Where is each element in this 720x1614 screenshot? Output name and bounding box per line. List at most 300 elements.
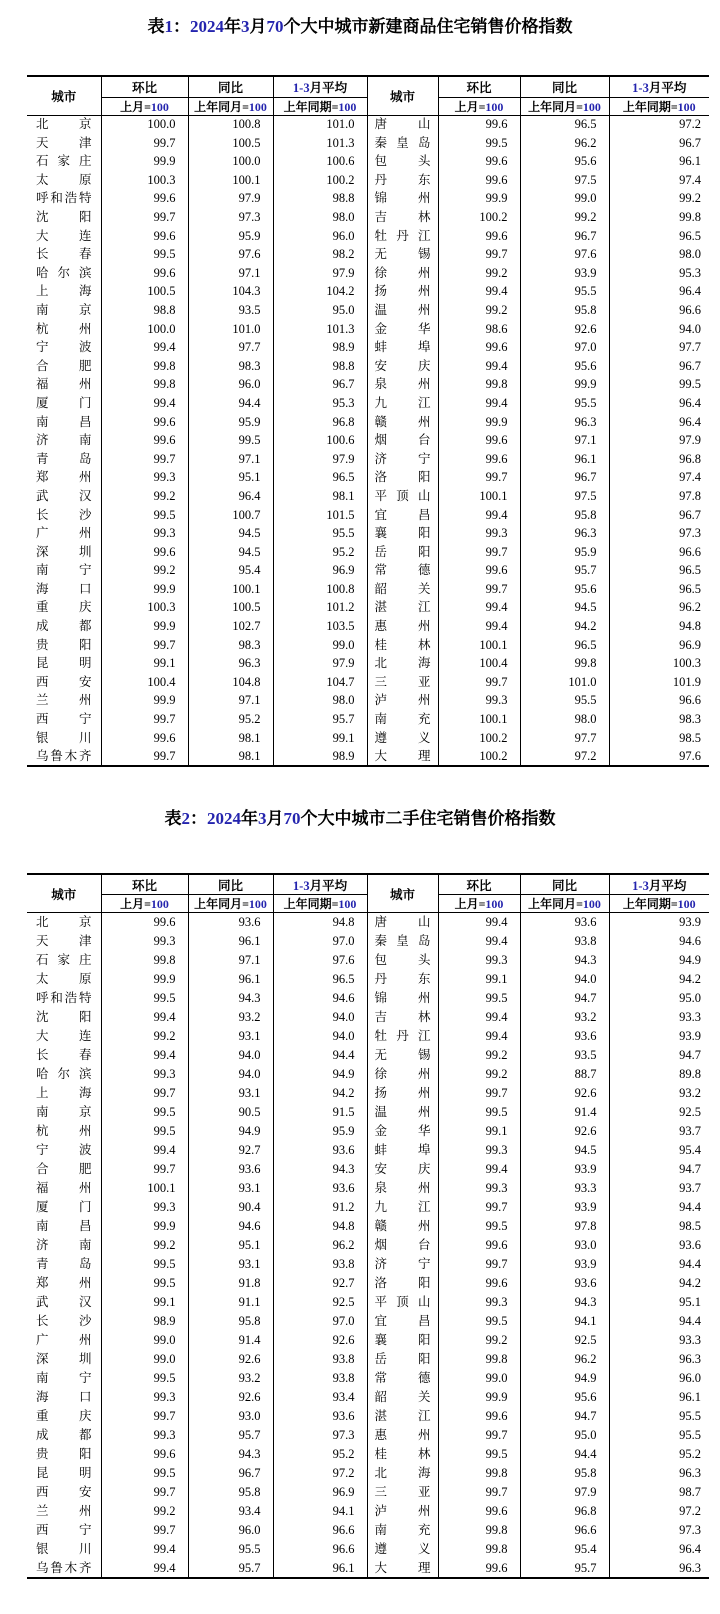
- city-name: 石家庄: [36, 154, 92, 169]
- city-cell: [27, 171, 101, 190]
- city-name: 襄阳: [374, 1333, 431, 1348]
- label-text: 上年同月=: [194, 99, 249, 114]
- column-subheader-mom: [101, 97, 188, 115]
- value-cell: 98.0: [273, 208, 367, 227]
- value-cell: 99.7: [101, 450, 188, 469]
- value-cell: 96.3: [679, 1466, 701, 1481]
- city-cell: [27, 468, 101, 487]
- value-cell: 99.9: [101, 691, 188, 710]
- table-row: [27, 932, 709, 951]
- value-cell: 96.3: [679, 1352, 701, 1367]
- value-cell: 98.8: [273, 189, 367, 208]
- city-cell: [367, 1103, 438, 1122]
- value-cell: 97.6: [273, 951, 367, 970]
- value-cell: 99.8: [520, 654, 609, 673]
- value-cell: 98.1: [273, 487, 367, 506]
- value-cell: 100.2: [438, 208, 520, 227]
- table-row: [27, 450, 709, 469]
- value-cell: 94.6: [273, 989, 367, 1008]
- city-name: 湛江: [374, 1409, 431, 1424]
- city-name: 南昌: [36, 1219, 92, 1234]
- value-cell: 99.5: [101, 505, 188, 524]
- value-cell: 99.7: [438, 673, 520, 692]
- city-name: 银川: [36, 1542, 92, 1557]
- label-text: 同比: [551, 878, 577, 893]
- value-cell: 99.5: [101, 1103, 188, 1122]
- city-name: 泸州: [374, 1504, 431, 1519]
- value-cell: 97.3: [679, 1523, 701, 1538]
- value-cell: 99.8: [438, 1521, 520, 1540]
- table-row: [27, 673, 709, 692]
- city-cell: [27, 1559, 101, 1578]
- column-header-mom: [438, 76, 520, 97]
- value-cell: 99.8: [101, 357, 188, 376]
- city-cell: [367, 1122, 438, 1141]
- city-cell: [27, 208, 101, 227]
- label-text: 月: [266, 808, 284, 828]
- table-row: [27, 1521, 709, 1540]
- column-header-mom: [438, 874, 520, 895]
- table-row: [27, 1445, 709, 1464]
- city-name: 徐州: [374, 1067, 431, 1082]
- label-digits: 1-3: [632, 878, 649, 893]
- city-name: 昆明: [36, 1466, 92, 1481]
- value-cell: 96.5: [679, 581, 701, 596]
- table-row: [27, 1198, 709, 1217]
- city-cell: [367, 301, 438, 320]
- column-header-avg: [273, 76, 367, 97]
- value-cell: 99.6: [438, 115, 520, 134]
- city-name: 合肥: [36, 358, 92, 373]
- city-cell: [27, 673, 101, 692]
- table1-header: [27, 76, 709, 115]
- value-cell: 100.3: [101, 598, 188, 617]
- value-cell: 97.2: [273, 1464, 367, 1483]
- city-cell: [367, 1198, 438, 1217]
- city-name: 桂林: [374, 1447, 431, 1462]
- city-cell: [27, 1179, 101, 1198]
- value-cell: 98.6: [438, 320, 520, 339]
- value-cell: 100.5: [188, 134, 273, 153]
- label-digits: 100: [150, 99, 169, 114]
- value-cell: 101.0: [273, 115, 367, 134]
- city-name: 天津: [36, 135, 92, 150]
- value-cell: 92.6: [520, 320, 609, 339]
- city-cell: [27, 1236, 101, 1255]
- value-cell: 98.9: [273, 338, 367, 357]
- value-cell: 97.8: [520, 1217, 609, 1236]
- value-cell: 99.9: [101, 1217, 188, 1236]
- city-name: 遵义: [374, 730, 431, 745]
- value-cell: 97.5: [520, 487, 609, 506]
- city-name: 大理: [374, 1560, 431, 1575]
- value-cell: 99.5: [438, 1217, 520, 1236]
- label-digits: 100: [582, 99, 601, 114]
- value-cell: 100.2: [438, 729, 520, 748]
- city-name: 成都: [36, 619, 92, 634]
- value-cell: 100.1: [438, 636, 520, 655]
- city-cell: [27, 1198, 101, 1217]
- value-cell: 99.4: [438, 505, 520, 524]
- value-cell: 96.6: [679, 302, 701, 317]
- city-name: 西宁: [36, 712, 92, 727]
- city-cell: [367, 1426, 438, 1445]
- value-cell: 93.6: [273, 1141, 367, 1160]
- city-cell: [367, 580, 438, 599]
- value-cell: 93.6: [520, 1274, 609, 1293]
- city-name: 贵阳: [36, 637, 92, 652]
- value-cell: 94.0: [188, 1065, 273, 1084]
- value-cell: 96.0: [188, 1521, 273, 1540]
- city-name: 牡丹江: [374, 1029, 431, 1044]
- table-row: [27, 338, 709, 357]
- value-cell: 99.3: [101, 468, 188, 487]
- city-cell: [367, 115, 438, 134]
- value-cell: 95.5: [188, 1540, 273, 1559]
- label-text: 月平均: [309, 80, 348, 95]
- value-cell: 94.3: [520, 1293, 609, 1312]
- value-cell: 96.4: [679, 395, 701, 410]
- value-cell: 97.2: [520, 747, 609, 766]
- value-cell: 99.7: [438, 1198, 520, 1217]
- city-cell: [367, 1217, 438, 1236]
- value-cell: 93.1: [188, 1255, 273, 1274]
- label-text: 年: [224, 17, 241, 36]
- value-cell: 93.0: [188, 1407, 273, 1426]
- table-row: [27, 1426, 709, 1445]
- new-home-price-index-table: [27, 75, 709, 767]
- city-name: 太原: [36, 172, 92, 187]
- value-cell: 94.4: [520, 1445, 609, 1464]
- label-text: 上年同月=: [528, 99, 583, 114]
- value-cell: 93.8: [273, 1369, 367, 1388]
- city-cell: [367, 691, 438, 710]
- value-cell: 99.4: [101, 394, 188, 413]
- city-cell: [367, 152, 438, 171]
- value-cell: 99.4: [101, 1046, 188, 1065]
- value-cell: 99.4: [101, 1008, 188, 1027]
- value-cell: 99.7: [101, 747, 188, 766]
- value-cell: 97.4: [679, 172, 701, 187]
- value-cell: 98.3: [188, 357, 273, 376]
- value-cell: 97.7: [188, 338, 273, 357]
- city-cell: [367, 1331, 438, 1350]
- value-cell: 99.8: [438, 375, 520, 394]
- table-row: [27, 747, 709, 766]
- value-cell: 99.7: [438, 1483, 520, 1502]
- table-row: [27, 989, 709, 1008]
- city-cell: [367, 747, 438, 766]
- city-name: 常德: [374, 563, 431, 578]
- value-cell: 99.3: [101, 932, 188, 951]
- value-cell: 94.3: [273, 1160, 367, 1179]
- value-cell: 99.1: [438, 1122, 520, 1141]
- table-row: [27, 970, 709, 989]
- city-cell: [367, 1521, 438, 1540]
- city-name: 南充: [374, 1523, 431, 1538]
- value-cell: 99.9: [101, 970, 188, 989]
- value-cell: 99.3: [101, 524, 188, 543]
- city-cell: [367, 468, 438, 487]
- city-cell: [27, 1027, 101, 1046]
- value-cell: 96.3: [679, 1560, 701, 1575]
- city-cell: [27, 1103, 101, 1122]
- value-cell: 96.8: [679, 451, 701, 466]
- value-cell: 95.4: [520, 1540, 609, 1559]
- value-cell: 93.8: [520, 932, 609, 951]
- value-cell: 97.6: [679, 748, 701, 763]
- value-cell: 95.6: [520, 152, 609, 171]
- value-cell: 100.2: [273, 171, 367, 190]
- table-row: [27, 913, 709, 932]
- value-cell: 93.8: [273, 1255, 367, 1274]
- label-digits: 100: [485, 897, 504, 912]
- value-cell: 95.7: [520, 561, 609, 580]
- city-name: 平顶山: [374, 488, 431, 503]
- value-cell: 94.6: [679, 934, 701, 949]
- value-cell: 104.3: [188, 282, 273, 301]
- value-cell: 96.1: [188, 932, 273, 951]
- city-name: 金华: [374, 1124, 431, 1139]
- value-cell: 95.5: [520, 394, 609, 413]
- value-cell: 99.0: [273, 636, 367, 655]
- value-cell: 95.9: [188, 413, 273, 432]
- value-cell: 99.7: [101, 636, 188, 655]
- city-name: 杭州: [36, 321, 92, 336]
- city-name: 洛阳: [374, 470, 431, 485]
- value-cell: 89.8: [679, 1067, 701, 1082]
- city-cell: [27, 338, 101, 357]
- value-cell: 97.0: [273, 932, 367, 951]
- value-cell: 99.7: [101, 1407, 188, 1426]
- value-cell: 94.0: [273, 1027, 367, 1046]
- value-cell: 99.5: [438, 1312, 520, 1331]
- label-digits: 1-3: [292, 878, 310, 893]
- value-cell: 93.3: [520, 1179, 609, 1198]
- city-name: 丹东: [374, 972, 431, 987]
- value-cell: 100.6: [273, 431, 367, 450]
- city-cell: [367, 338, 438, 357]
- city-cell: [367, 1407, 438, 1426]
- value-cell: 99.6: [101, 1445, 188, 1464]
- city-cell: [367, 505, 438, 524]
- value-cell: 99.9: [438, 413, 520, 432]
- city-name: 常德: [374, 1371, 431, 1386]
- value-cell: 99.3: [101, 1198, 188, 1217]
- city-cell: [367, 729, 438, 748]
- value-cell: 96.4: [679, 284, 701, 299]
- city-name: 呼和浩特: [36, 191, 92, 206]
- value-cell: 97.7: [679, 340, 701, 355]
- city-cell: [27, 1502, 101, 1521]
- city-cell: [27, 1540, 101, 1559]
- city-cell: [367, 524, 438, 543]
- label-digits: 100: [248, 99, 267, 114]
- city-cell: [27, 394, 101, 413]
- value-cell: 99.9: [101, 617, 188, 636]
- value-cell: 93.2: [679, 1086, 701, 1101]
- value-cell: 93.7: [679, 1181, 701, 1196]
- value-cell: 94.7: [520, 1407, 609, 1426]
- value-cell: 97.9: [188, 189, 273, 208]
- table-row: [27, 654, 709, 673]
- value-cell: 99.3: [101, 1426, 188, 1445]
- value-cell: 98.3: [679, 712, 701, 727]
- city-name: 青岛: [36, 1257, 92, 1272]
- value-cell: 94.2: [273, 1084, 367, 1103]
- city-cell: [367, 1160, 438, 1179]
- city-cell: [367, 673, 438, 692]
- table-row: [27, 1407, 709, 1426]
- label-digits: 70: [283, 808, 301, 828]
- value-cell: 100.1: [188, 580, 273, 599]
- city-name: 徐州: [374, 265, 431, 280]
- value-cell: 96.4: [679, 414, 701, 429]
- city-name: 九江: [374, 395, 431, 410]
- city-name: 秦皇岛: [374, 934, 431, 949]
- city-cell: [27, 729, 101, 748]
- city-cell: [27, 1369, 101, 1388]
- value-cell: 94.4: [679, 1314, 701, 1329]
- table-row: [27, 691, 709, 710]
- label-text: 环比: [466, 80, 492, 95]
- value-cell: 93.3: [679, 1010, 701, 1025]
- value-cell: 94.9: [188, 1122, 273, 1141]
- label-text: 上月=: [120, 897, 151, 912]
- city-name: 吉林: [374, 210, 431, 225]
- column-subheader-mom: [101, 895, 188, 913]
- value-cell: 99.4: [101, 1540, 188, 1559]
- city-name: 温州: [374, 1105, 431, 1120]
- city-name: 武汉: [36, 1295, 92, 1310]
- table-row: [27, 115, 709, 134]
- value-cell: 100.1: [188, 171, 273, 190]
- city-name: 韶关: [374, 1390, 431, 1405]
- value-cell: 99.8: [438, 1540, 520, 1559]
- label-digits: 3: [258, 808, 267, 828]
- column-header-city: 城市: [367, 76, 438, 115]
- value-cell: 94.4: [273, 1046, 367, 1065]
- value-cell: 94.3: [188, 989, 273, 1008]
- value-cell: 96.1: [520, 450, 609, 469]
- city-cell: [27, 989, 101, 1008]
- value-cell: 100.4: [101, 673, 188, 692]
- city-cell: [27, 1122, 101, 1141]
- city-cell: [367, 1008, 438, 1027]
- value-cell: 99.3: [438, 1179, 520, 1198]
- table-row: [27, 1008, 709, 1027]
- value-cell: 99.2: [438, 1046, 520, 1065]
- city-name: 北京: [36, 915, 92, 930]
- city-name: 宜昌: [374, 507, 431, 522]
- value-cell: 101.0: [520, 673, 609, 692]
- city-cell: [27, 1407, 101, 1426]
- value-cell: 99.6: [101, 729, 188, 748]
- city-cell: [367, 450, 438, 469]
- value-cell: 97.9: [679, 433, 701, 448]
- city-name: 湛江: [374, 600, 431, 615]
- value-cell: 91.8: [188, 1274, 273, 1293]
- table-row: [27, 1274, 709, 1293]
- value-cell: 95.3: [273, 394, 367, 413]
- label-text: ：: [173, 17, 190, 36]
- column-header-yoy: [520, 76, 609, 97]
- city-cell: [367, 1046, 438, 1065]
- city-name: 遵义: [374, 1542, 431, 1557]
- value-cell: 97.5: [520, 171, 609, 190]
- value-cell: 99.1: [273, 729, 367, 748]
- city-name: 南宁: [36, 1371, 92, 1386]
- city-cell: [27, 691, 101, 710]
- city-name: 西安: [36, 1485, 92, 1500]
- table-row: [27, 1388, 709, 1407]
- city-name: 北海: [374, 656, 431, 671]
- table-row: [27, 1559, 709, 1578]
- label-digits: 100: [338, 99, 357, 114]
- city-cell: [27, 1160, 101, 1179]
- value-cell: 91.5: [273, 1103, 367, 1122]
- label-text: 同比: [217, 80, 243, 95]
- city-name: 襄阳: [374, 526, 431, 541]
- column-subheader-avg: [273, 895, 367, 913]
- city-name: 郑州: [36, 470, 92, 485]
- city-name: 上海: [36, 284, 92, 299]
- label-text: 同比: [217, 878, 243, 893]
- city-name: 长沙: [36, 1314, 92, 1329]
- city-cell: [27, 524, 101, 543]
- table-row: [27, 189, 709, 208]
- city-cell: [27, 375, 101, 394]
- value-cell: 93.6: [520, 913, 609, 932]
- city-name: 大连: [36, 1029, 92, 1044]
- label-digits: 1-3: [292, 80, 310, 95]
- city-name: 泉州: [374, 1181, 431, 1196]
- table-row: [27, 301, 709, 320]
- value-cell: 93.5: [188, 301, 273, 320]
- value-cell: 98.0: [679, 247, 701, 262]
- value-cell: 94.0: [273, 1008, 367, 1027]
- value-cell: 99.6: [438, 1274, 520, 1293]
- label-text: 上月=: [454, 99, 486, 114]
- value-cell: 93.1: [188, 1084, 273, 1103]
- value-cell: 94.0: [188, 1046, 273, 1065]
- value-cell: 99.6: [438, 431, 520, 450]
- value-cell: 99.5: [101, 1274, 188, 1293]
- value-cell: 100.2: [438, 747, 520, 766]
- city-cell: [27, 320, 101, 339]
- value-cell: 96.5: [273, 468, 367, 487]
- value-cell: 94.6: [188, 1217, 273, 1236]
- city-cell: [367, 394, 438, 413]
- value-cell: 96.3: [188, 654, 273, 673]
- city-name: 成都: [36, 1428, 92, 1443]
- value-cell: 97.0: [273, 1312, 367, 1331]
- value-cell: 98.8: [273, 357, 367, 376]
- city-cell: [27, 487, 101, 506]
- table2-header: [27, 874, 709, 913]
- city-cell: [27, 282, 101, 301]
- value-cell: 99.3: [101, 1388, 188, 1407]
- city-name: 唐山: [374, 915, 431, 930]
- value-cell: 95.2: [273, 1445, 367, 1464]
- table-row: [27, 1179, 709, 1198]
- value-cell: 90.4: [188, 1198, 273, 1217]
- value-cell: 99.6: [101, 189, 188, 208]
- city-name: 乌鲁木齐: [36, 748, 92, 763]
- value-cell: 98.0: [273, 691, 367, 710]
- city-cell: [367, 710, 438, 729]
- city-cell: [367, 561, 438, 580]
